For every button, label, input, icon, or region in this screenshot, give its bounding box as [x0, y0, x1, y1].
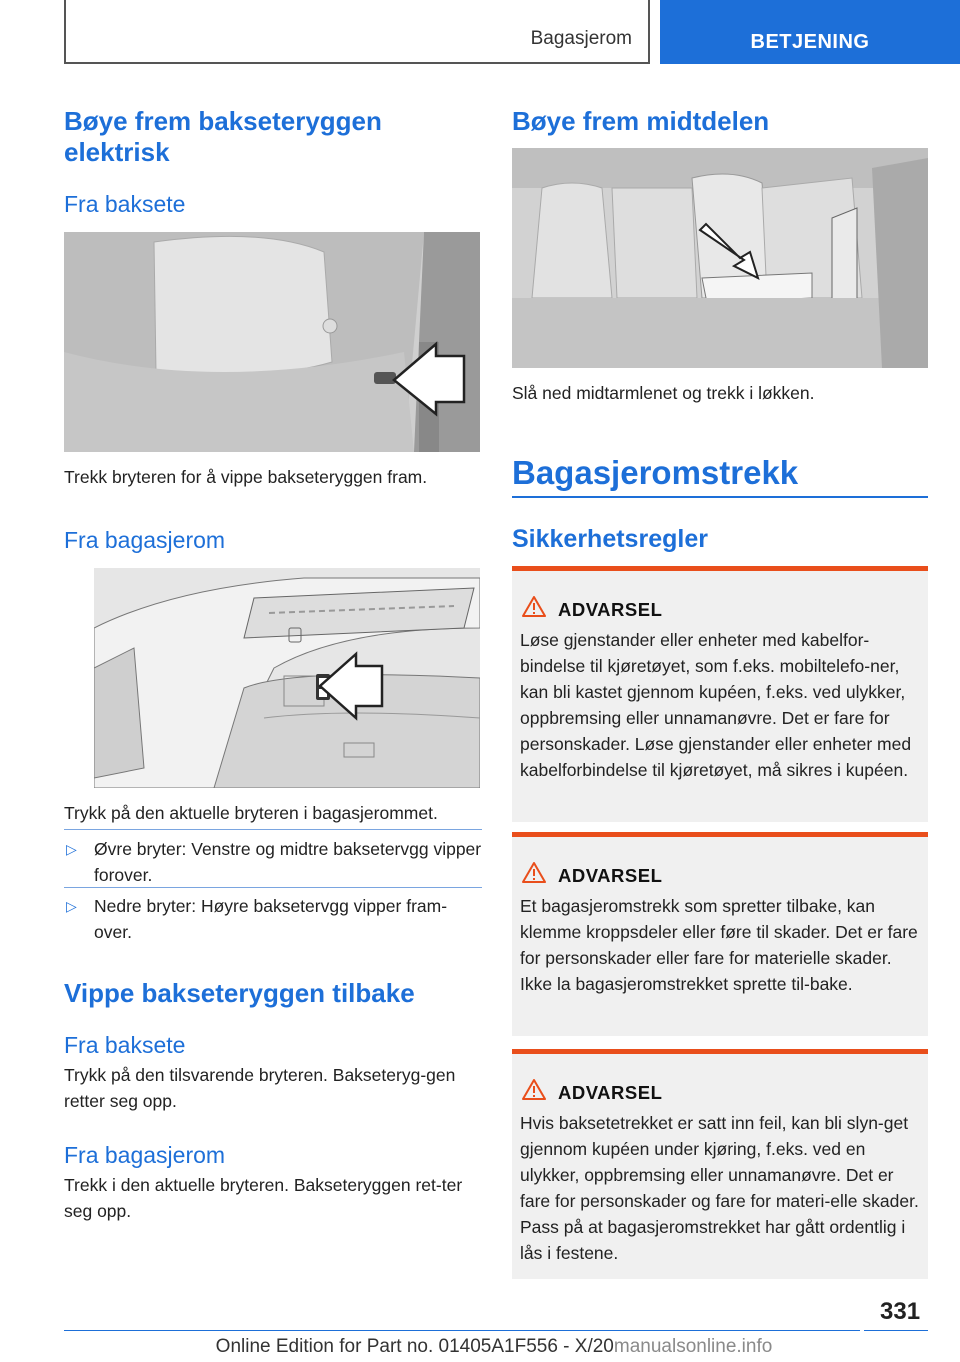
subheading-safety-rules: Sikkerhetsregler [512, 525, 708, 553]
rear-seat-switch-image [64, 232, 480, 452]
bullet-upper-switch [64, 836, 482, 888]
heading-fold-backrest-back: Vippe bakseteryggen tilbake [64, 978, 415, 1008]
warning-title: ADVARSEL [558, 865, 663, 886]
subheading-from-luggage-compartment-2: Fra bagasjerom [64, 1142, 226, 1168]
heading-fold-backrest-electric: Bøye frem bakseteryggen elektrisk [64, 106, 382, 167]
warning-title: ADVARSEL [558, 1082, 663, 1103]
heading-fold-middle-section: Bøye frem midtdelen [512, 106, 770, 136]
paragraph-press-switch-back: Trykk på den tilsvarende bryteren. Bakseteryg-gen retter seg opp. [64, 1065, 456, 1111]
warning-box-2 [512, 832, 928, 1036]
triangle-bullet-icon: ▷ [66, 898, 77, 914]
header-chapter-tab: BETJENING [660, 0, 960, 64]
warning-triangle-icon [522, 1078, 546, 1100]
middle-section-image [512, 148, 928, 368]
caption-fold-armrest: Slå ned midtarmlenet og trekk i løkken. [512, 383, 815, 403]
footer-rule-short [864, 1330, 928, 1331]
paragraph-pull-switch-back: Trekk i den aktuelle bryteren. Bakseteryggen ret-ter seg opp. [64, 1175, 463, 1221]
footer-edition [0, 1336, 960, 1358]
heading-rule [512, 496, 928, 498]
warning-title: ADVARSEL [558, 599, 663, 620]
caption-pull-switch: Trekk bryteren for å vippe bakseteryggen fram. [64, 467, 428, 487]
warning-text: Løse gjenstander eller enheter med kabelfor-bindelse til kjøretøyet, som f.eks. mobiltelefo-ner, kan bli kastet gjennom kupéen, f.eks. ved ulykker, oppbremsing eller unnamanøvre. Det er fare for personskader. Løse gjenstander eller enheter med kabelforbindelse til kjøretøyet, må sikres i kupéen. [520, 630, 912, 780]
caption-press-switch: Trykk på den aktuelle bryteren i bagasjerommet. [64, 803, 438, 823]
rear-seat-armrest-illustration [512, 148, 928, 368]
rear-seat-switch-illustration [64, 232, 480, 452]
warning-box-3 [512, 1049, 928, 1279]
page-number: 331 [880, 1298, 921, 1325]
footer-edition-text: Online Edition for Part no. 01405A1F556 - X/20 [215, 1336, 614, 1357]
triangle-bullet-icon: ▷ [66, 841, 77, 857]
subheading-from-rear-seat-2: Fra baksete [64, 1032, 186, 1058]
header-section-title: Bagasjerom [530, 28, 632, 49]
warning-triangle-icon [522, 595, 546, 617]
warning-text: Hvis baksetetrekket er satt inn feil, kan bli slyn-get gjennom kupéen under kjøring, f.eks. ved en ulykker, oppbremsing eller unnamanøvre. Det er fare for personskader og fare for materi-elle skader. Pass på at bagasjeromstrekket har gått ordentlig i lås i festene. [520, 1113, 919, 1263]
warning-box-1 [512, 566, 928, 822]
bullet-separator [64, 887, 482, 888]
heading-luggage-net: Bagasjeromstrekk [512, 454, 799, 491]
luggage-compartment-illustration [94, 568, 480, 788]
header-box [64, 0, 650, 64]
footer-watermark: manualsonline.info [613, 1336, 773, 1357]
subheading-from-luggage-compartment: Fra bagasjerom [64, 527, 226, 553]
warning-text: Et bagasjeromstrekk som spretter tilbake, kan klemme kroppsdeler eller føre til skader. Det er fare for personskader eller fare for materielle skader. Ikke la bagasjeromstrekket sprette til-bake. [520, 896, 918, 994]
bullet-text: Nedre bryter: Høyre baksetervgg vipper fram-over. [94, 896, 448, 942]
warning-triangle-icon [522, 861, 546, 883]
subheading-from-rear-seat: Fra baksete [64, 191, 186, 217]
bullet-separator [64, 829, 482, 830]
footer-rule [64, 1330, 860, 1331]
bullet-lower-switch [64, 893, 482, 945]
luggage-compartment-switch-image [94, 568, 480, 788]
bullet-text: Øvre bryter: Venstre og midtre baksetervgg vipper forover. [94, 839, 482, 885]
